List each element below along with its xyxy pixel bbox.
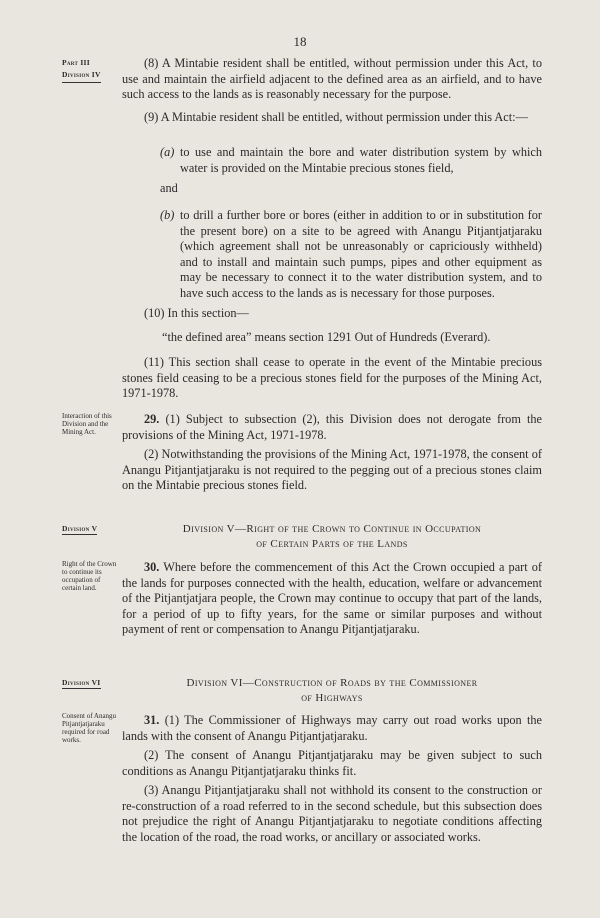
paragraph-9-intro: (9) A Mintabie resident shall be entitled, without permission under this Act:— [144,110,528,124]
section-30-text: Where before the commencement of this Act the Crown occupied a part of the lands for purposes connected with the health, education, welfare or advancement of the Pitjantjatjara people, the Crown may continue to occupy that part of the lands, for a period of up to fifty years, for the same or similar purposes and without payment of rent or compensation to Anangu Pitjantjatjaraku. [122,560,542,636]
division-vi-heading-line-1: Division VI—Construction of Roads by the Commissioner [186,677,478,689]
margin-note-29: Interaction of this Division and the Mining Act. [62,412,112,436]
paragraph-9a [160,145,542,176]
division-v-heading-line-2: of Certain Parts of the Lands [256,538,408,550]
section-29-number: 29. [144,412,160,426]
division-vi-label: Division VI [62,678,101,687]
division-vi-heading-line-2: of Highways [301,692,363,704]
section-31-1-text: (1) The Commissioner of Highways may carry out road works upon the lands with the consent of Anangu Pitjantjatjaraku. [122,713,542,743]
division-v-label: Division V [62,524,98,533]
part-division-label [62,57,101,83]
paragraph-9b [160,208,542,301]
page-number: 18 [293,34,307,49]
margin-note-31: Consent of Anangu Pitjantjatjaraku required for road works. [62,712,117,744]
section-31-2: (2) The consent of Anangu Pitjantjatjaraku may be given subject to such conditions as Anangu Pitjantjatjaraku thinks fit. [122,748,542,778]
division-v-heading-line-1: Division V—Right of the Crown to Continue in Occupation [182,523,482,535]
section-30-number: 30. [144,560,160,574]
paragraph-11: (11) This section shall cease to operate in the event of the Mintabie precious stones field ceasing to be a precious stones field for the purposes of the Mining Act, 1971-1978. [122,355,542,400]
division-v-heading [122,522,542,552]
paragraph-9a-label: (a) [160,145,175,159]
section-29-1 [122,412,542,443]
section-31-1 [122,713,542,744]
paragraph-9b-text: to drill a further bore or bores (either in addition to or in substitution for the present bore) on a site to be agreed with Anangu Pitjantjatjaraku (which agreement shall not be unreasonably or capriciously withheld) and to install and maintain such pumps, pipes and other equipment as may be necessary to connect it to the water distribution system, and to have such access to the lands as is necessary for those purposes. [180,208,542,300]
section-29-1-text: (1) Subject to subsection (2), this Division does not derogate from the provisions of the Mining Act, 1971-1978. [122,412,542,442]
part-label: Part III [62,58,90,67]
paragraph-8: (8) A Mintabie resident shall be entitled, without permission under this Act, to use and maintain the airfield adjacent to the defined area as an airfield, and to have such access to the lands as is reasonably necessary for the purpose. [122,56,542,101]
paragraph-9a-text: to use and maintain the bore and water distribution system by which water is provided on the Mintabie precious stones field, [180,145,542,175]
division-vi-heading [122,676,542,706]
section-30 [122,560,542,638]
margin-note-30: Right of the Crown to continue its occupation of certain land. [62,560,117,592]
section-31-number: 31. [144,713,160,727]
paragraph-10-definition: “the defined area” means section 1291 Out of Hundreds (Everard). [162,330,491,344]
and-connector: and [160,181,178,195]
division-iv-label: Division IV [62,69,101,83]
section-29-2: (2) Notwithstanding the provisions of the Mining Act, 1971-1978, the consent of Anangu Pitjantjatjaraku is not required to the pegging out of a precious stones claim on the Mintabie precious stones field. [122,447,542,492]
paragraph-10: (10) In this section— [144,306,249,320]
section-31-3: (3) Anangu Pitjantjatjaraku shall not withhold its consent to the construction or re-construction of a road referred to in the second schedule, but this subsection does not prejudice the right of Anangu Pitjantjatjaraku to negotiate conditions affecting the location of the road, the road works, or ancillary or associated works. [122,783,542,844]
paragraph-9b-label: (b) [160,208,175,222]
